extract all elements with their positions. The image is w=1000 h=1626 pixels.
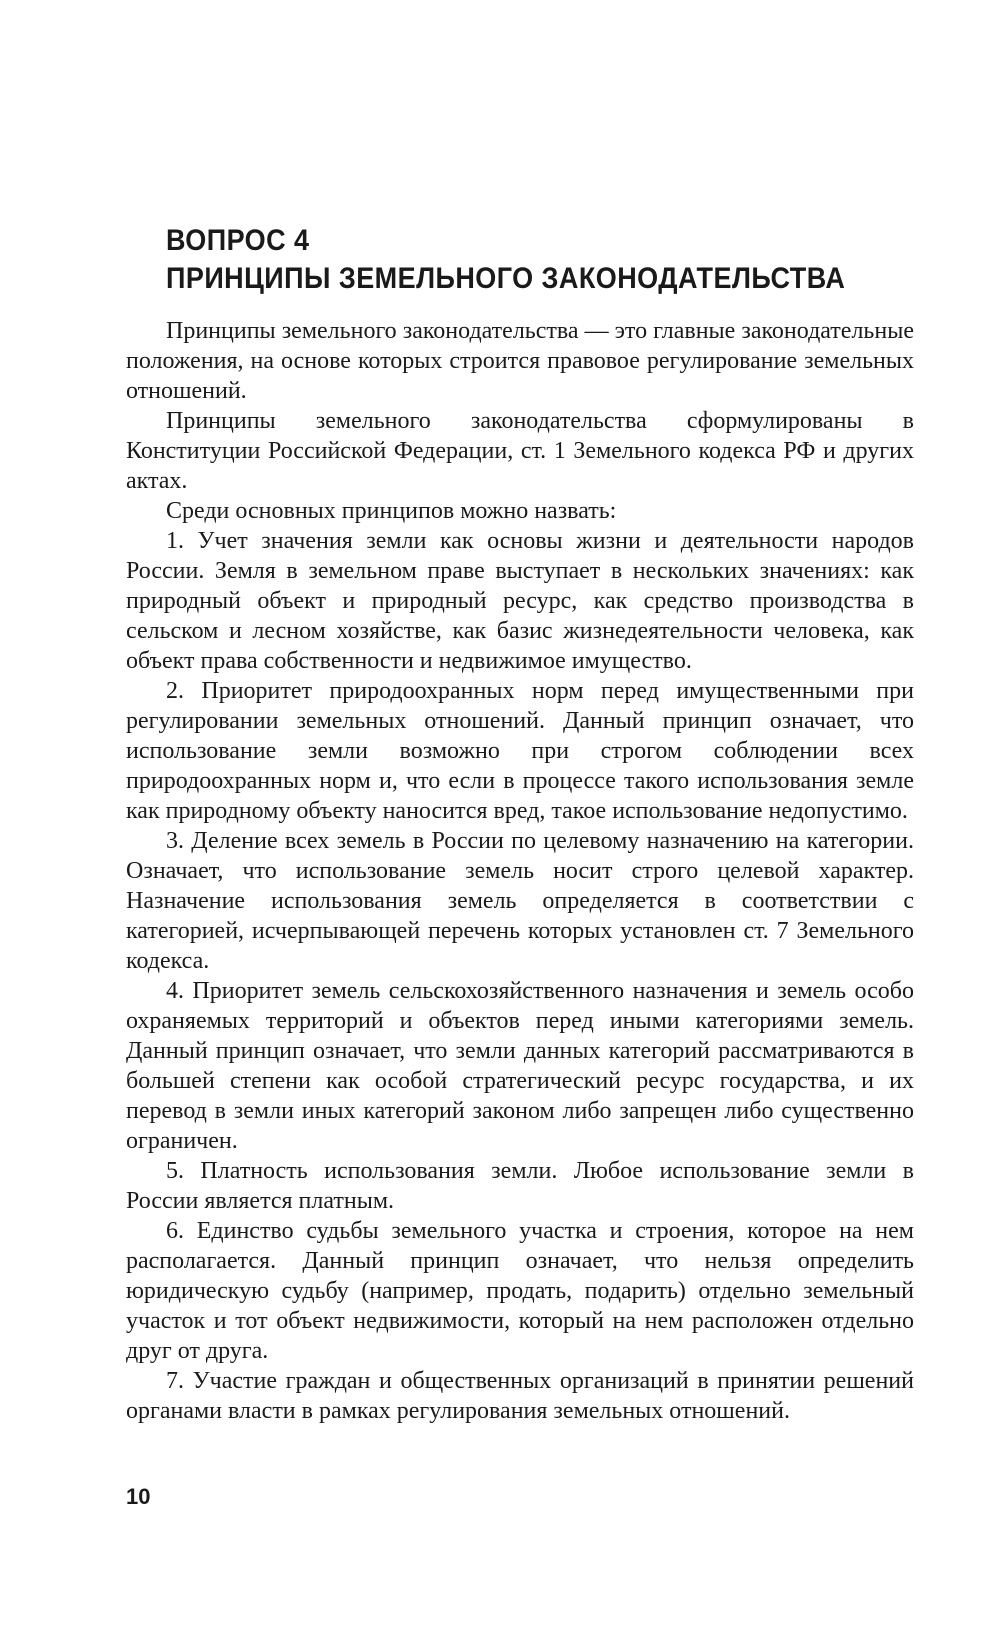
principle-item-4: 4. Приоритет земель сельскохозяйственного назначения и земель особо охраняемых территорий и объектов перед иными категориями земель. Данный принцип означает, что земли данных категорий рассматриваются в большей степени как особой стратегический ресурс государства, и их перевод в земли иных категорий законом либо запрещен либо существенно ограничен.	[126, 978, 914, 1154]
principle-item-6: 6. Единство судьбы земельного участка и строения, которое на нем располагается. Данный принцип означает, что нельзя определить юридическую судьбу (например, продать, подарить) отдельно земельный участок и тот объект недвижимости, который на нем расположен отдельно друг от друга.	[126, 1218, 914, 1364]
principle-item-7: 7. Участие граждан и общественных организаций в принятии решений органами власти в рамках регулирования земельных отношений.	[126, 1368, 914, 1424]
body-text	[126, 316, 914, 1426]
paragraph-sources: Принципы земельного законодательства сформулированы в Конституции Российской Федерации, ст. 1 Земельного кодекса РФ и других актах.	[126, 408, 914, 494]
question-number: ВОПРОС 4	[166, 224, 310, 257]
principle-item-2: 2. Приоритет природоохранных норм перед имущественными при регулировании земельных отношений. Данный принцип означает, что использование земли возможно при строгом соблюдении всех природоохранных норм и, что если в процессе такого использования земле как природному объекту наносится вред, такое использование недопустимо.	[126, 678, 914, 824]
principle-item-3: 3. Деление всех земель в России по целевому назначению на категории. Означает, что использование земель носит строго целевой характер. Назначение использования земель определяется в соответствии с категорией, исчерпывающей перечень которых установлен ст. 7 Земельного кодекса.	[126, 828, 914, 974]
paragraph-list-intro: Среди основных принципов можно назвать:	[166, 498, 617, 524]
principle-item-1: 1. Учет значения земли как основы жизни и деятельности народов России. Земля в земельном праве выступает в нескольких значениях: как природный объект и природный ресурс, как средство производства в сельском и лесном хозяйстве, как базис жизнедеятельности человека, как объект права собственности и недвижимое имущество.	[126, 528, 914, 674]
section-heading	[166, 222, 846, 298]
page-number: 10	[126, 1484, 151, 1509]
page-content	[126, 222, 914, 1426]
principle-item-5: 5. Платность использования земли. Любое использование земли в России является платным.	[126, 1158, 914, 1214]
paragraph-definition: Принципы земельного законодательства — это главные законодательные положения, на основе которых строится правовое регулирование земельных отношений.	[126, 318, 914, 404]
section-title: ПРИНЦИПЫ ЗЕМЕЛЬНОГО ЗАКОНОДАТЕЛЬСТВА	[166, 262, 846, 295]
